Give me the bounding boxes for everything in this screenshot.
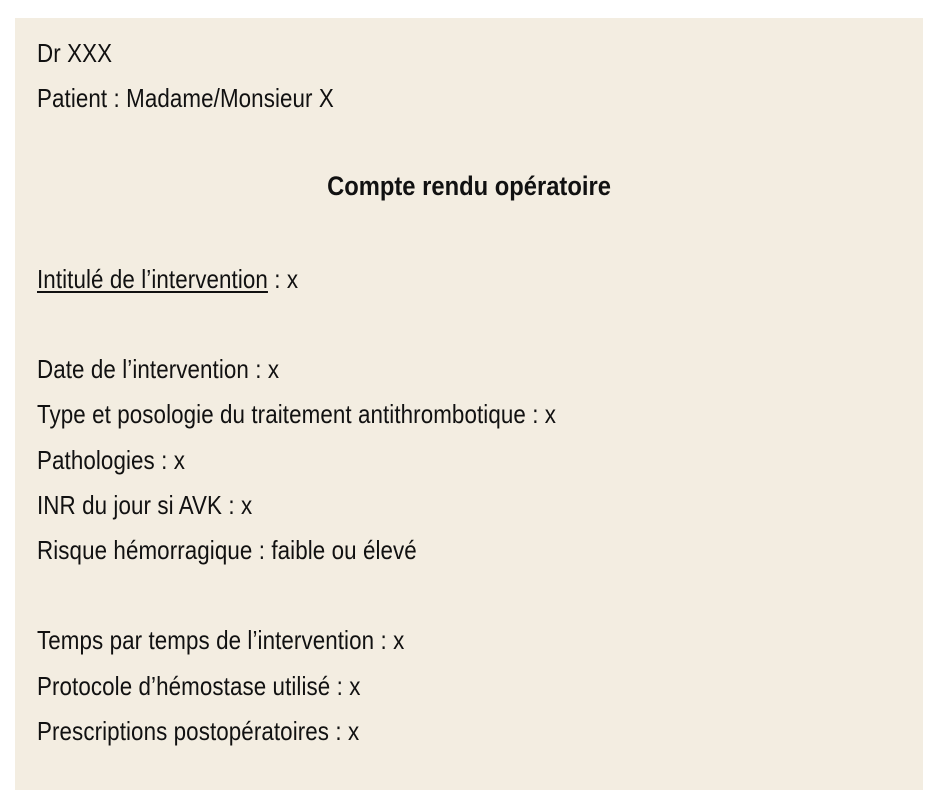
field-label: Protocole d’hémostase utilisé [37,671,331,701]
field-value: x [240,490,253,520]
field-label: Prescriptions postopératoires [37,716,330,746]
field-row [37,625,404,655]
intervention-title-line [37,264,298,294]
field-label: Date de l’intervention [37,354,249,384]
patient-label: Patient [37,83,108,113]
separator: : [525,399,545,429]
intervention-title-value: x [286,264,299,294]
field-value: x [267,354,280,384]
field-label: Temps par temps de l’intervention [37,625,375,655]
field-row [37,399,556,429]
field-label: Risque hémorragique [37,535,253,565]
document-title: Compte rendu opératoire [327,171,611,201]
field-label: Pathologies [37,445,155,475]
field-value: x [347,716,360,746]
separator: : [267,264,287,294]
field-value: faible ou élevé [271,535,417,565]
patient-line [37,83,334,113]
field-row [37,490,252,520]
field-row [37,671,361,701]
separator: : [107,83,127,113]
separator: : [374,625,394,655]
field-value: x [393,625,405,655]
field-value: x [173,445,185,475]
report-card [15,18,923,790]
intervention-title-label: Intitulé de l’intervention [37,264,268,294]
doctor-line [37,38,112,68]
separator: : [330,671,350,701]
field-value: x [544,399,557,429]
separator: : [329,716,348,746]
field-row [37,354,279,384]
doctor-name: Dr XXX [37,38,113,68]
separator: : [222,490,241,520]
field-label: INR du jour si AVK [37,490,223,520]
separator: : [252,535,272,565]
field-row [37,535,417,565]
field-value: x [349,671,361,701]
field-label: Type et posologie du traitement antithrombotique [37,399,526,429]
patient-value: Madame/Monsieur X [126,83,334,113]
separator: : [154,445,174,475]
separator: : [248,354,268,384]
field-row [37,445,185,475]
field-row [37,716,359,746]
